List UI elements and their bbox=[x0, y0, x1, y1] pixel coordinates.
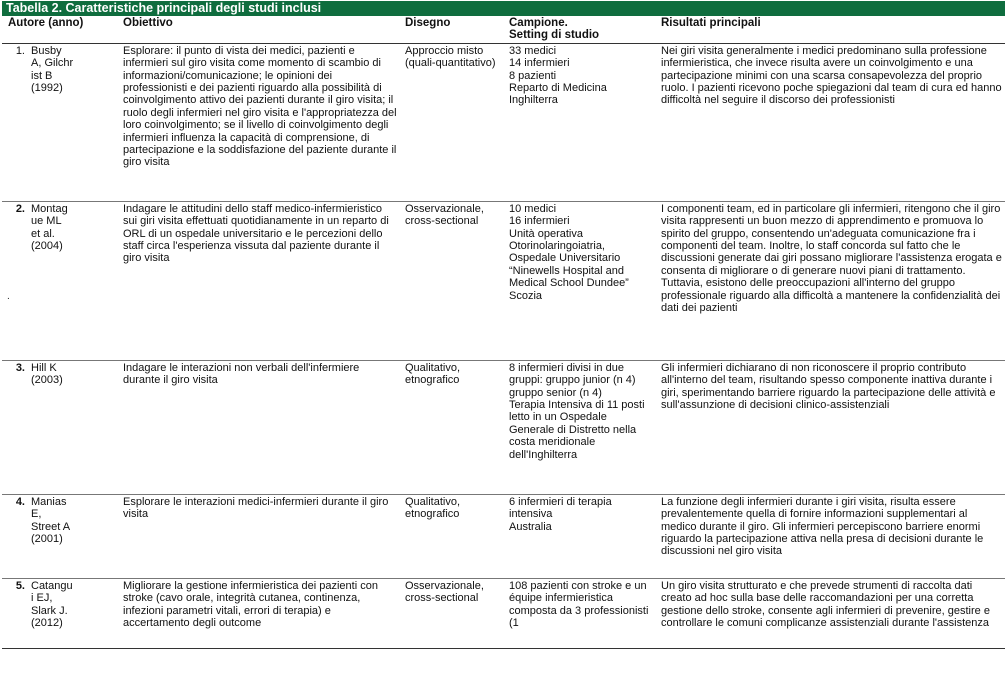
cell-autore bbox=[2, 201, 120, 360]
autore-line: i EJ, bbox=[31, 592, 53, 605]
cell-disegno: Qualitativo, etnografico bbox=[402, 360, 506, 494]
autore-line: Manias bbox=[31, 495, 67, 508]
row-number: 4. bbox=[15, 495, 25, 508]
table-row bbox=[2, 43, 1005, 201]
campione-line: 16 infermieri bbox=[509, 215, 570, 228]
campione-line: 108 pazienti con stroke e un équipe infermieristica composta da 3 professionisti (1 bbox=[509, 579, 649, 630]
header-row bbox=[2, 16, 1005, 43]
campione-line: Inghilterra bbox=[509, 94, 558, 107]
table-title: Tabella 2. Caratteristiche principali degli studi inclusi bbox=[2, 1, 1005, 16]
cell-obiettivo: Migliorare la gestione infermieristica dei pazienti con stroke (cavo orale, integrità cutanea, continenza, infezioni parametri vitali, errori di terapia) e accertamento degli outcome bbox=[120, 578, 402, 648]
autore-line: A, Gilchr bbox=[31, 57, 74, 70]
header-obiettivo: Obiettivo bbox=[120, 16, 402, 43]
cell-autore bbox=[2, 578, 120, 648]
autore-line: et al. bbox=[31, 227, 55, 240]
cell-campione bbox=[506, 201, 658, 360]
table-row bbox=[2, 578, 1005, 648]
autore-line: (2012) bbox=[31, 617, 63, 630]
campione-line: Scozia bbox=[509, 289, 543, 302]
cell-autore bbox=[2, 494, 120, 578]
table-row bbox=[2, 494, 1005, 578]
cell-risultati: Nei giri visita generalmente i medici predominano sulla professione infermieristica, che invece risulta avere un coinvolgimento e una partecipazione minimi con una scarsa consapevolezza del proprio ruolo. I pazienti ricevono poche spiegazioni dal team di cura ed hanno difficoltà nel seguire il discorso dei professionisti bbox=[658, 43, 1005, 201]
header-campione bbox=[506, 16, 658, 43]
autore-line: (2004) bbox=[31, 240, 63, 253]
campione-line: 8 infermieri divisi in due gruppi: gruppo junior (n 4) gruppo senior (n 4) bbox=[509, 361, 636, 399]
row-number: 1. bbox=[15, 44, 25, 57]
cell-risultati: Gli infermieri dichiarano di non riconoscere il proprio contributo all'interno del team, risultando spesso componente inattiva durante i giri, sperimentando barriere riguardo la partecipazione delle attività e sull'assunzione di decisioni clinico-assistenziali bbox=[658, 360, 1005, 494]
studies-table-container bbox=[2, 1, 1005, 649]
row-number: 2. bbox=[15, 202, 25, 215]
cell-obiettivo: Indagare le attitudini dello staff medico-infermieristico sui giri visita effettuati quotidianamente in un reparto di ORL di un ospedale universitario e le percezioni dello staff circa l'esperienza vissuta dal paziente durante il giro visita bbox=[120, 201, 402, 360]
campione-line: Australia bbox=[509, 520, 552, 533]
header-campione-line2: Setting di studio bbox=[509, 29, 600, 42]
header-disegno: Disegno bbox=[402, 16, 506, 43]
cell-risultati: I componenti team, ed in particolare gli infermieri, ritengono che il giro visita rappresenti un buon mezzo di apprendimento e promuova lo spirito del gruppo, consentendo un'adeguata comunicazione fra i componenti del team. Inoltre, lo staff concorda sul fatto che le discussioni generate dai giri possano migliorare l'assistenza erogata e consenta di migliorare o di generare nuovi piani di trattamento. Tuttavia, esistono delle preoccupazioni all'interno del gruppo professionale riguardo alla difficoltà a mantenere la confidenzialità dei dati dei pazienti bbox=[658, 201, 1005, 360]
table-row bbox=[2, 201, 1005, 360]
table-row bbox=[2, 360, 1005, 494]
cell-disegno: Osservazionale, cross-sectional bbox=[402, 201, 506, 360]
cell-risultati: Un giro visita strutturato e che prevede strumenti di raccolta dati creato ad hoc sulla base delle raccomandazioni per una corretta gestione dello stroke, consente agli infermieri di prevenire, gestire e controllare le comuni complicanze assistenziali durante l'assistenza bbox=[658, 578, 1005, 648]
row-number: 3. bbox=[15, 361, 25, 374]
autore-line: (2001) bbox=[31, 533, 63, 546]
cell-campione bbox=[506, 494, 658, 578]
autore-line: Hill K bbox=[31, 361, 57, 374]
cell-autore bbox=[2, 43, 120, 201]
cell-disegno: Osservazionale, cross-sectional bbox=[402, 578, 506, 648]
autore-line: ist B bbox=[31, 69, 53, 82]
header-risultati: Risultati principali bbox=[658, 16, 1005, 43]
cell-campione bbox=[506, 578, 658, 648]
campione-line: Reparto di Medicina bbox=[509, 82, 607, 95]
stray-dot-mark: . bbox=[7, 291, 10, 302]
cell-risultati: La funzione degli infermieri durante i giri visita, risulta essere prevalentemente quella di fornire informazioni supplementari al medico durante il giro. Gli infermieri percepiscono barriere enormi riguardo la partecipazione attiva nella presa di decisioni durante le discussioni nel giro visita bbox=[658, 494, 1005, 578]
campione-line: 8 pazienti bbox=[509, 69, 557, 82]
studies-table bbox=[2, 16, 1005, 649]
cell-disegno: Approccio misto (quali-quantitativo) bbox=[402, 43, 506, 201]
cell-campione bbox=[506, 360, 658, 494]
autore-line: Busby bbox=[31, 44, 62, 57]
autore-line: (2003) bbox=[31, 374, 63, 387]
autore-line: Catangu bbox=[31, 579, 73, 592]
autore-line: Street A bbox=[31, 520, 71, 533]
cell-autore bbox=[2, 360, 120, 494]
autore-line: Slark J. bbox=[31, 604, 68, 617]
cell-obiettivo: Esplorare: il punto di vista dei medici, pazienti e infermieri sul giro visita come momento di scambio di informazioni/comunicazione; le opinioni dei professionisti e dei pazienti riguardo alla possibilità di coinvolgimento attivo dei pazienti durante il giro visita; il ruolo degli infermieri nel giro visita e l'appropriatezza del loro coinvolgimento; se il livello di coinvolgimento degli infermieri influenza la capacità di comprensione, di partecipazione e la soddisfazione del paziente durante il giro visita bbox=[120, 43, 402, 201]
campione-line: 14 infermieri bbox=[509, 57, 570, 70]
autore-line: Montag bbox=[31, 202, 68, 215]
campione-line: Unità operativa Otorinolaringoiatria, Ospedale Universitario “Ninewells Hospital and Medical School Dundee” bbox=[509, 227, 629, 290]
cell-disegno: Qualitativo, etnografico bbox=[402, 494, 506, 578]
campione-line: 6 infermieri di terapia intensiva bbox=[509, 495, 612, 521]
autore-line: E, bbox=[31, 508, 42, 521]
autore-line: (1992) bbox=[31, 82, 63, 95]
cell-obiettivo: Indagare le interazioni non verbali dell'infermiere durante il giro visita bbox=[120, 360, 402, 494]
autore-line: ue ML bbox=[31, 215, 62, 228]
campione-line: 33 medici bbox=[509, 44, 557, 57]
campione-line: Terapia Intensiva di 11 posti letto in un Ospedale Generale di Distretto nella costa meridionale dell'Inghilterra bbox=[509, 399, 645, 461]
header-autore: Autore (anno) bbox=[2, 16, 120, 43]
header-campione-line1: Campione. bbox=[509, 17, 568, 29]
cell-campione bbox=[506, 43, 658, 201]
campione-line: 10 medici bbox=[509, 202, 557, 215]
cell-obiettivo: Esplorare le interazioni medici-infermieri durante il giro visita bbox=[120, 494, 402, 578]
row-number: 5. bbox=[15, 579, 25, 592]
